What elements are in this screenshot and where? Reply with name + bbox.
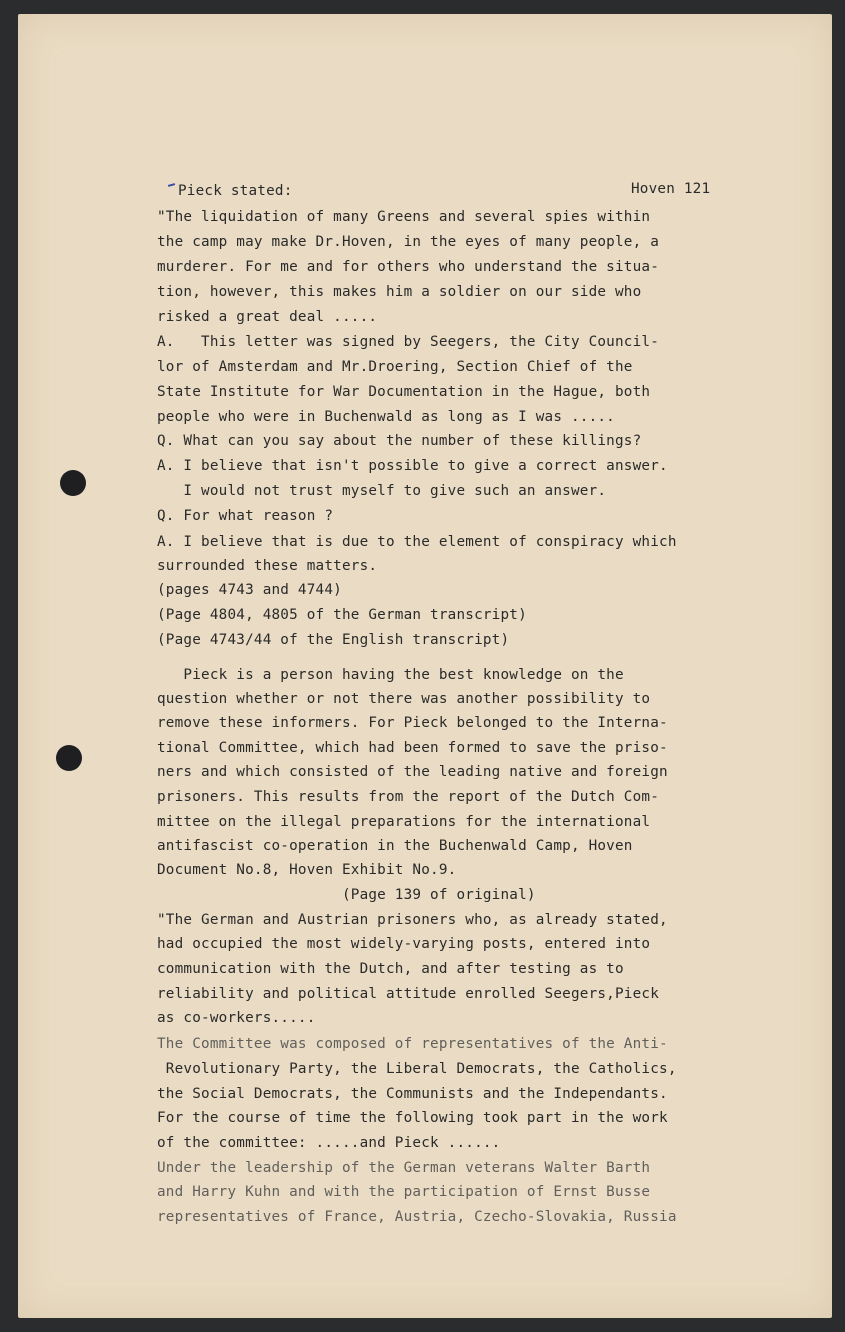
text-line: I would not trust myself to give such an answer.: [157, 483, 607, 499]
text-line: (Page 4804, 4805 of the German transcript): [157, 607, 527, 623]
text-line: (Page 4743/44 of the English transcript): [157, 632, 510, 648]
text-line: murderer. For me and for others who understand the situa-: [157, 259, 660, 275]
text-line: had occupied the most widely-varying posts, entered into: [157, 936, 651, 952]
text-line: (pages 4743 and 4744): [157, 582, 342, 598]
text-line: reliability and political attitude enrolled Seegers,Pieck: [157, 986, 660, 1002]
header-left: Pieck stated:: [178, 183, 293, 199]
text-line: the camp may make Dr.Hoven, in the eyes of many people, a: [157, 234, 660, 250]
text-line: Q. For what reason ?: [157, 508, 334, 524]
text-line: "The German and Austrian prisoners who, as already stated,: [157, 912, 668, 928]
text-line: as co-workers.....: [157, 1010, 316, 1026]
text-line: lor of Amsterdam and Mr.Droering, Section Chief of the: [157, 359, 633, 375]
text-line: A. I believe that isn't possible to give a correct answer.: [157, 458, 668, 474]
text-line: Pieck is a person having the best knowledge on the: [157, 667, 624, 683]
text-line: antifascist co-operation in the Buchenwald Camp, Hoven: [157, 838, 633, 854]
text-line: A. I believe that is due to the element of conspiracy which: [157, 534, 677, 550]
text-line: surrounded these matters.: [157, 558, 378, 574]
text-line: question whether or not there was another possibility to: [157, 691, 651, 707]
text-line: communication with the Dutch, and after testing as to: [157, 961, 624, 977]
text-line: of the committee: .....and Pieck ......: [157, 1135, 501, 1151]
text-line: Under the leadership of the German veterans Walter Barth: [157, 1160, 651, 1176]
text-line: "The liquidation of many Greens and several spies within: [157, 209, 651, 225]
text-line: representatives of France, Austria, Czecho-Slovakia, Russia: [157, 1209, 677, 1225]
page-reference: Hoven 121: [631, 181, 711, 197]
text-line: the Social Democrats, the Communists and the Independants.: [157, 1086, 668, 1102]
text-line: remove these informers. For Pieck belonged to the Interna-: [157, 715, 668, 731]
text-line: mittee on the illegal preparations for the international: [157, 814, 651, 830]
text-line: and Harry Kuhn and with the participation of Ernst Busse: [157, 1184, 651, 1200]
text-line: people who were in Buchenwald as long as I was .....: [157, 409, 615, 425]
text-line: prisoners. This results from the report of the Dutch Com-: [157, 789, 660, 805]
text-line: Q. What can you say about the number of these killings?: [157, 433, 642, 449]
text-line: ners and which consisted of the leading native and foreign: [157, 764, 668, 780]
text-line: tional Committee, which had been formed to save the priso-: [157, 740, 668, 756]
text-line: (Page 139 of original): [157, 887, 536, 903]
text-line: A. This letter was signed by Seegers, the City Council-: [157, 334, 660, 350]
text-line: Document No.8, Hoven Exhibit No.9.: [157, 862, 457, 878]
text-line: risked a great deal .....: [157, 309, 378, 325]
text-line: Revolutionary Party, the Liberal Democrats, the Catholics,: [157, 1061, 677, 1077]
text-line: State Institute for War Documentation in the Hague, both: [157, 384, 651, 400]
text-line: The Committee was composed of representatives of the Anti-: [157, 1036, 668, 1052]
text-line: tion, however, this makes him a soldier on our side who: [157, 284, 642, 300]
text-line: For the course of time the following took part in the work: [157, 1110, 668, 1126]
